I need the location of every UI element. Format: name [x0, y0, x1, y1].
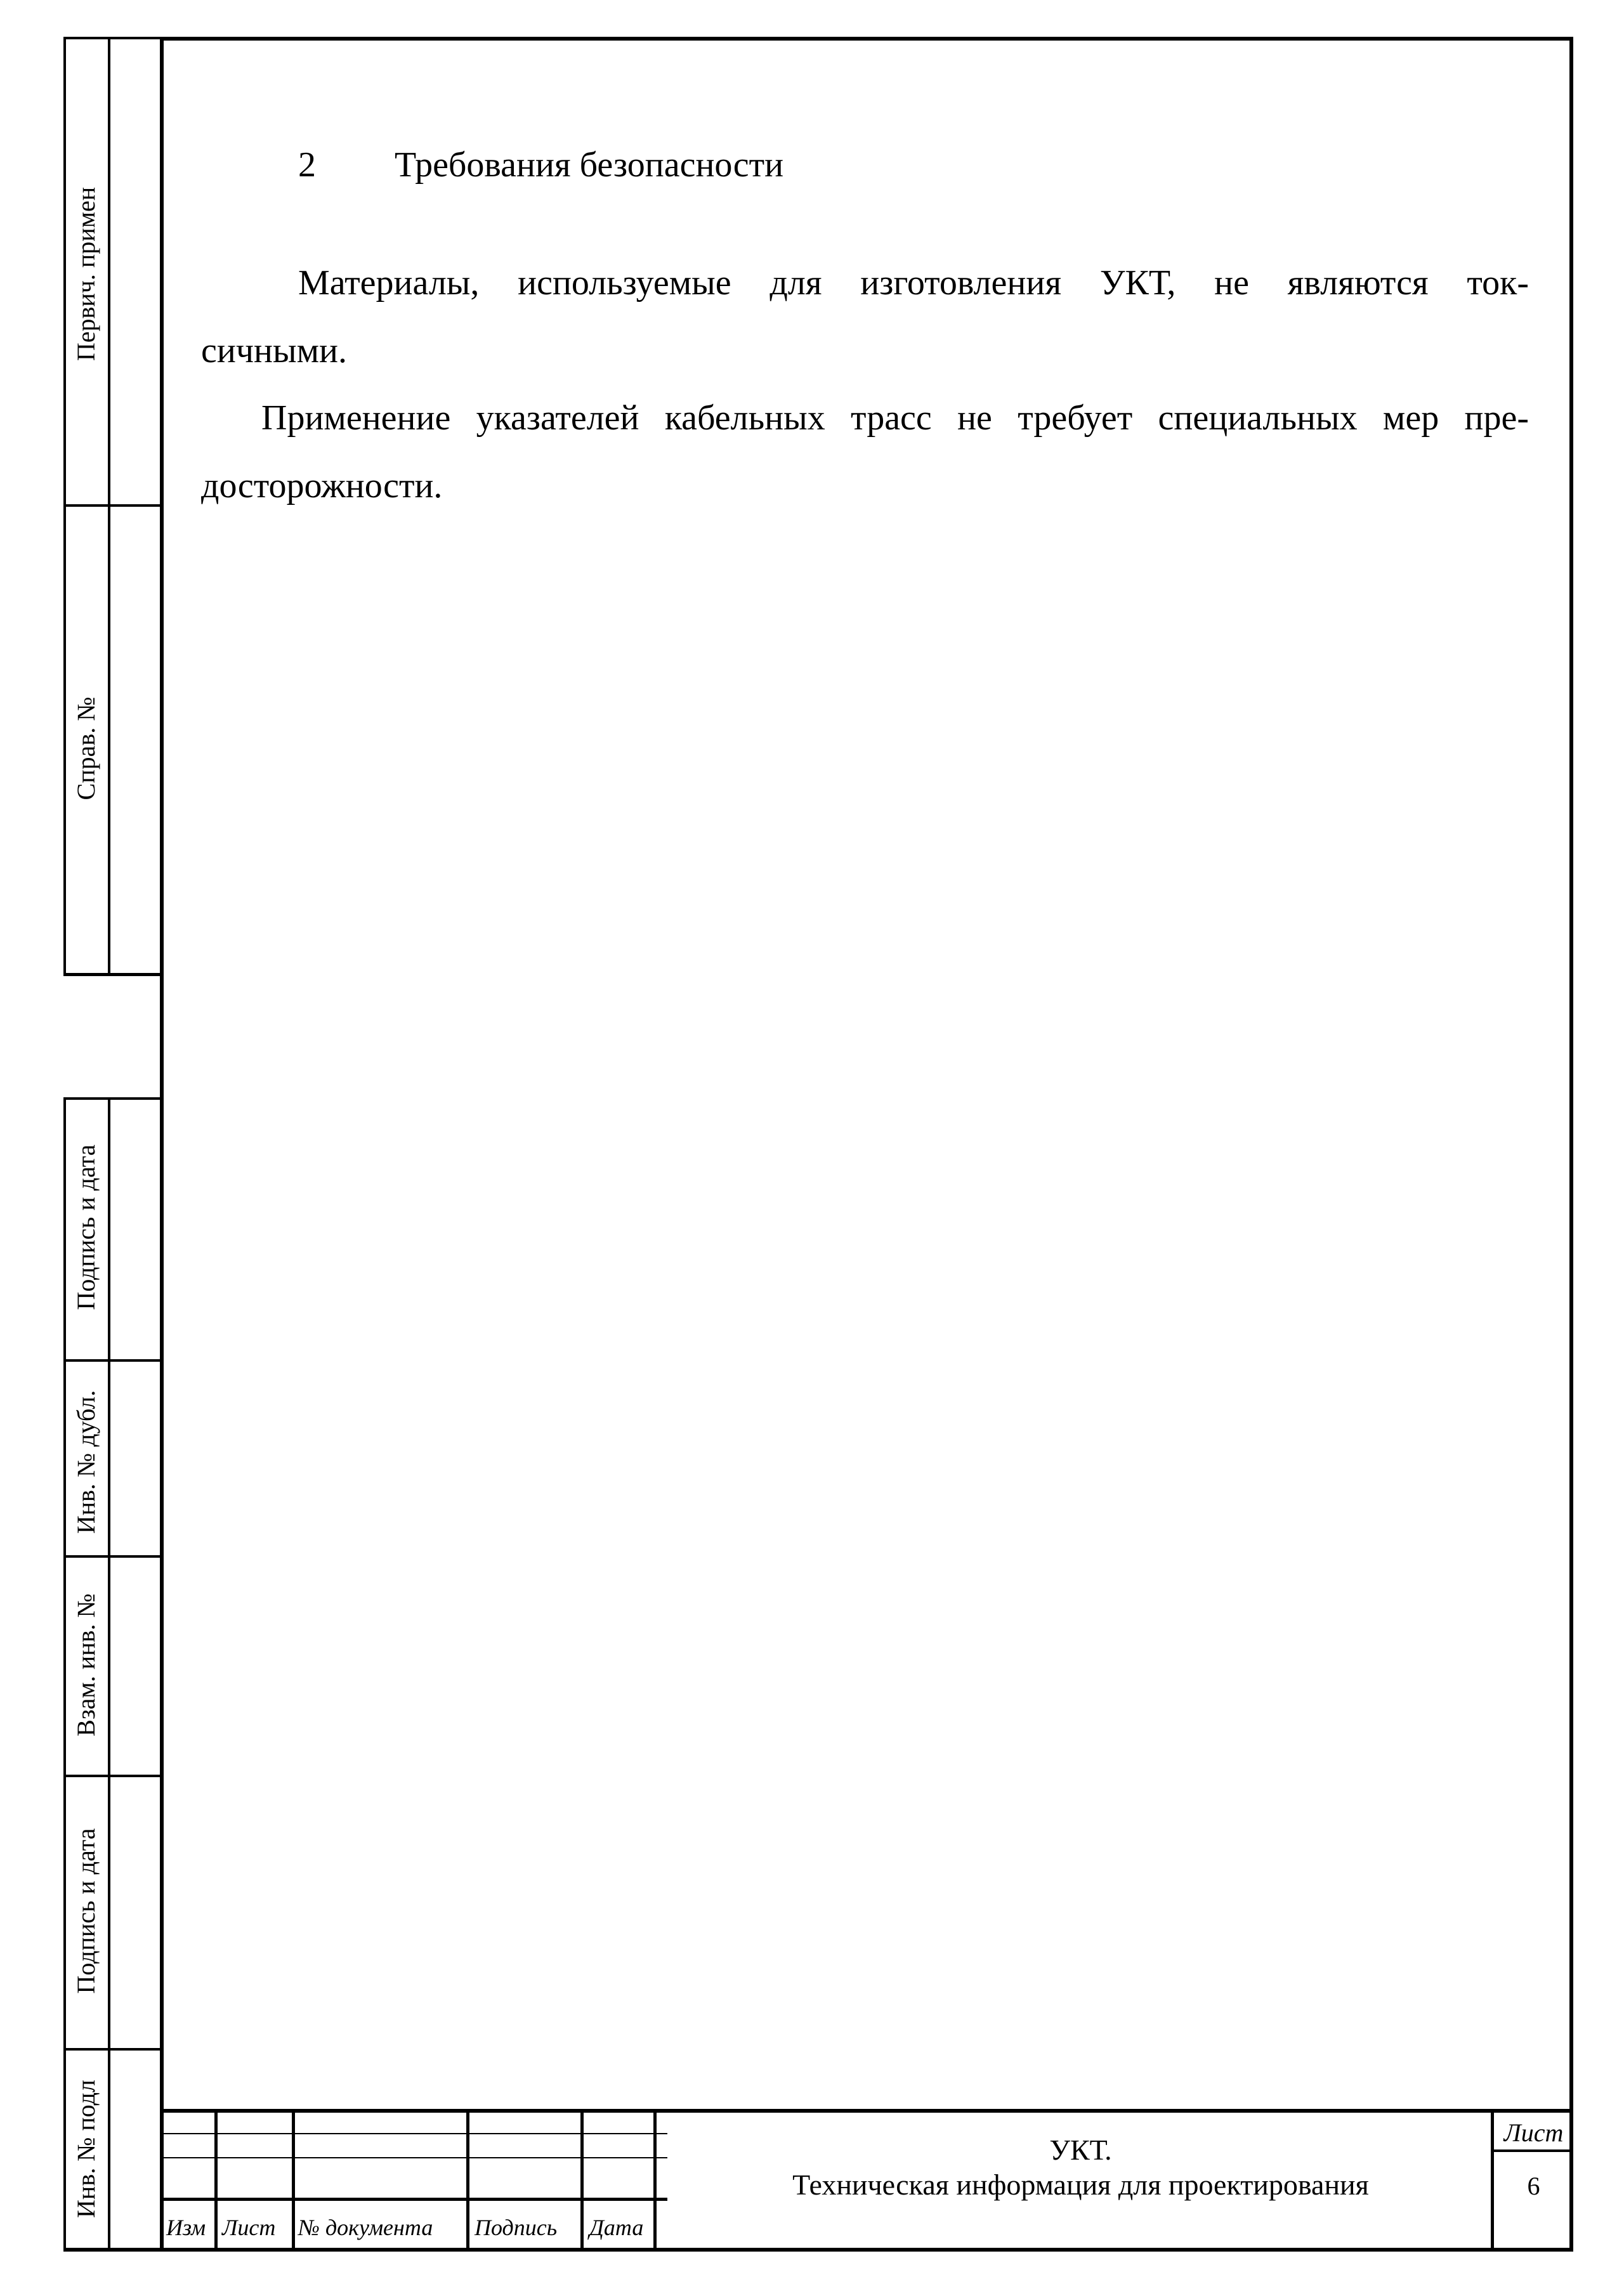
section-heading — [298, 147, 783, 183]
title-block-col-1 — [214, 2109, 218, 2252]
stamp-upper-sep — [63, 504, 164, 507]
title-block-col-2 — [292, 2109, 295, 2252]
col-sheet-label: Лист — [222, 2215, 276, 2240]
paragraph-line: сичными. — [201, 331, 347, 370]
stamp-lower-top — [63, 1097, 164, 1100]
title-block-row-line-2 — [164, 2157, 667, 2158]
document-title-line-1: УКТ. — [1049, 2134, 1112, 2166]
frame-right-border — [1569, 37, 1573, 2252]
stamp-lower-sep-2 — [63, 1555, 164, 1558]
paragraph-usage — [201, 384, 1529, 520]
section-number: 2 — [298, 145, 316, 185]
frame-bottom-border — [63, 2248, 1573, 2252]
sheet-number: 6 — [1527, 2172, 1540, 2200]
document-page: Первич. примен Справ. № Подпись и дата Инв. № дубл. Взам. инв. № Подпись и дата Инв. № подл 2 Требования безопасности Материалы, используемые для изготовления УКТ, не являются ток- сичными. Применение указателей кабельных трасс не требует специальных мер пре- досторожности. Изм Лист № документа Подпись Дата УКТ. Техническая информация для проектирования Лист 6 — [0, 0, 1624, 2296]
paragraph-line: Материалы, используемые для изготовления УКТ, не являются ток- — [298, 263, 1529, 303]
paragraph-line: Применение указателей кабельных трасс не требует специальных мер пре- — [261, 398, 1529, 438]
title-block-row-line-1 — [164, 2133, 667, 2134]
stamp-lower-outer — [63, 1097, 66, 2252]
col-signature-label: Подпись — [475, 2215, 558, 2240]
title-block-col-4 — [580, 2109, 584, 2252]
title-block-header-line — [160, 2198, 667, 2201]
stamp-lower-divider — [108, 1097, 110, 2252]
col-doc-no-label: № документа — [298, 2215, 433, 2240]
stamp-upper-top — [63, 37, 164, 39]
col-change-label: Изм — [166, 2215, 206, 2240]
document-title-line-2: Техническая информация для проектирования — [792, 2169, 1369, 2201]
sheet-label: Лист — [1503, 2118, 1564, 2147]
title-block-col-5 — [653, 2109, 657, 2252]
title-block-sheet-sep — [1491, 2149, 1573, 2152]
section-title: Требования безопасности — [395, 145, 784, 185]
paragraph-materials — [201, 249, 1529, 385]
stamp-upper-bottom — [63, 973, 164, 976]
stamp-lower-sep-4 — [63, 2048, 164, 2051]
col-date-label: Дата — [589, 2215, 644, 2240]
stamp-lower-sep-1 — [63, 1359, 164, 1362]
stamp-lower-sep-3 — [63, 1775, 164, 1777]
title-block-col-3 — [466, 2109, 469, 2252]
paragraph-line: досторожности. — [201, 466, 443, 506]
frame-top-border — [160, 37, 1573, 41]
title-block-top-line — [160, 2109, 1573, 2113]
frame-left-border — [160, 37, 164, 2252]
